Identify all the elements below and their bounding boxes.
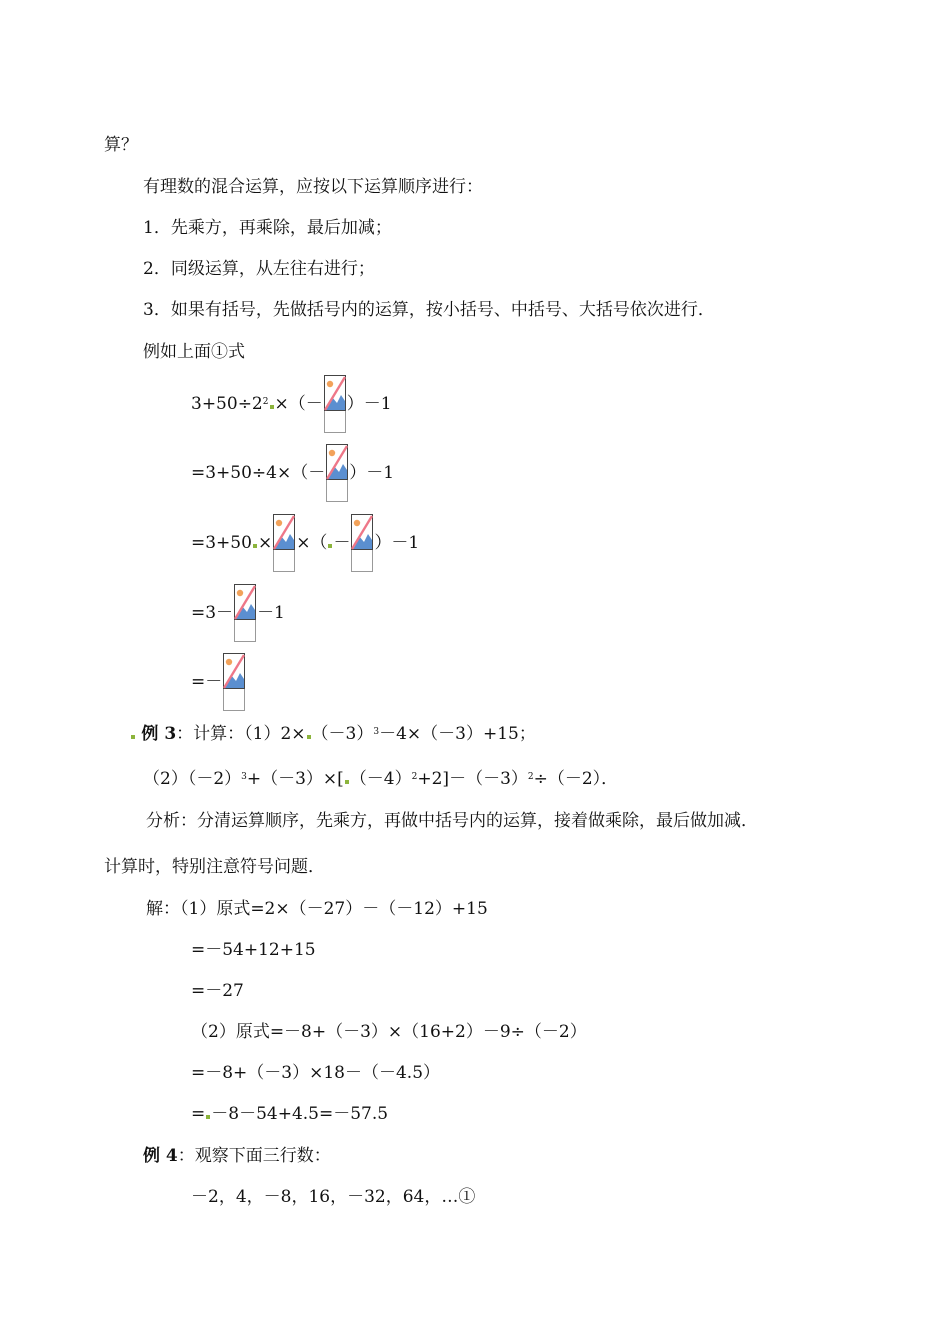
example-4-intro: 例 4：观察下面三行数： bbox=[143, 1146, 331, 1166]
example-3-label: 例 3 bbox=[141, 724, 177, 744]
analysis-line-2: 计算时，特别注意符号问题． bbox=[104, 857, 325, 877]
rule-item-1: 1．先乘方，再乘除，最后加减； bbox=[143, 218, 392, 238]
rule-item-3: 3．如果有括号，先做括号内的运算，按小括号、中括号、大括号依次进行． bbox=[143, 300, 715, 320]
rules-intro: 有理数的混合运算，应按以下运算顺序进行： bbox=[143, 177, 483, 197]
fraction-image-icon bbox=[351, 514, 373, 574]
step-5: =－ bbox=[191, 652, 246, 713]
solution-line-3: =－27 bbox=[191, 981, 244, 1001]
fraction-image-icon bbox=[326, 444, 348, 504]
intro-tail: 算？ bbox=[104, 135, 138, 155]
analysis-line-1: 分析：分清运算顺序，先乘方，再做中括号内的运算，接着做乘除，最后做加减． bbox=[146, 811, 758, 831]
example-3-problem-1: 例 3：计算：$(1)2\times (-3)^3-4\times(-3)+15$； bbox=[130, 723, 536, 745]
step-3: =3+50 × ×（ － ）－1 bbox=[191, 513, 419, 574]
step-1: $3+50\div 2^2$ ×（－ ）－1 bbox=[191, 374, 392, 435]
example-3-problem-2: $(2)(-2)^3+(-3)\times$[ $(-4)^2+2]-(-3)^2\div(-2)$． bbox=[143, 769, 619, 789]
fraction-image-icon bbox=[324, 375, 346, 435]
example-4-row-1: －2，4，－8，16，－32，64，…① bbox=[191, 1187, 476, 1207]
solution-line-1: 解：（1）原式=2×（－27）－（－12）+15 bbox=[146, 899, 488, 919]
solution-line-2: =－54+12+15 bbox=[191, 940, 316, 960]
fraction-image-icon bbox=[234, 584, 256, 644]
rule-item-2: 2．同级运算，从左往右进行； bbox=[143, 259, 375, 279]
example-4-label: 例 4 bbox=[143, 1146, 178, 1166]
fraction-image-icon bbox=[273, 514, 295, 574]
step-2: =3+50÷4×（－ ）－1 bbox=[191, 443, 394, 504]
solution-line-4: （2）原式=－8+（－3）×（16+2）－9÷（－2） bbox=[191, 1022, 587, 1042]
example-reference: 例如上面①式 bbox=[143, 342, 245, 362]
solution-line-5: =－8+（－3）×18－（－4.5） bbox=[191, 1063, 441, 1083]
solution-line-6: = －8－54+4.5=－57.5 bbox=[191, 1104, 389, 1124]
step-4: =3－ －1 bbox=[191, 583, 285, 644]
fraction-image-icon bbox=[223, 653, 245, 713]
